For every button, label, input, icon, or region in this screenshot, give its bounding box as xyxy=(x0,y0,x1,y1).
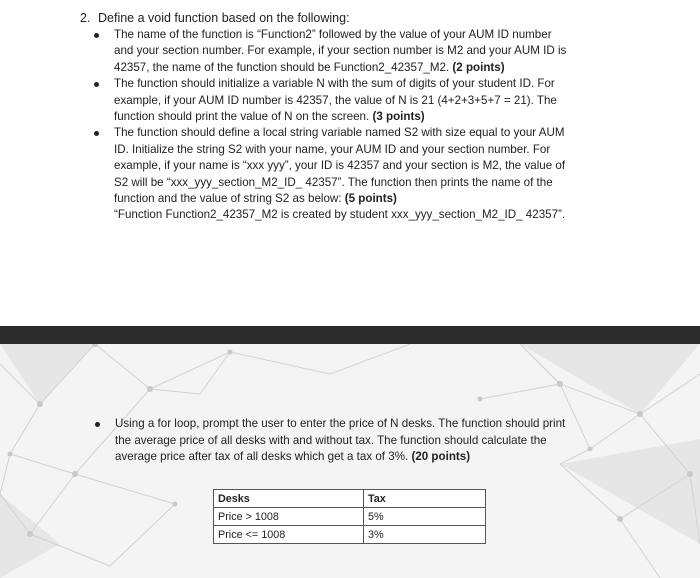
points-label: (20 points) xyxy=(411,450,471,464)
points-label: (5 points) xyxy=(344,192,397,206)
bullet-icon xyxy=(94,82,99,87)
question-heading xyxy=(80,9,350,27)
points-label: (3 points) xyxy=(372,110,425,124)
list-item xyxy=(94,27,634,76)
bullet-icon xyxy=(94,33,99,38)
example-output: “Function Function2_42357_M2 is created by student xxx_yyy_section_M2_ID_ 42357”. xyxy=(114,208,566,222)
points-label: (2 points) xyxy=(452,60,505,74)
column-header: Desks xyxy=(214,490,364,508)
column-header: Tax xyxy=(364,490,486,508)
text-line: example, if your name is “xxx yyy”, your ID is 42357 and your section is M2, the value of xyxy=(114,159,566,173)
list-item xyxy=(94,125,634,223)
text-line: function and the value of string S2 as below: (5 points) xyxy=(114,192,397,206)
table-row xyxy=(214,526,486,544)
text-line: The name of the function is “Function2” followed by the value of your AUM ID number xyxy=(114,28,552,41)
list-item xyxy=(94,76,634,125)
list-item xyxy=(95,416,655,466)
text-line: 42357, the name of the function should be Function2_42357_M2. (2 points) xyxy=(114,60,505,74)
question-number: 2. xyxy=(80,11,91,25)
question-title: Define a void function based on the following: xyxy=(98,11,350,25)
bullet-icon xyxy=(95,422,100,427)
text-line: and your section number. For example, if your section number is M2 and your AUM ID is xyxy=(114,44,567,58)
text-line: the average price of all desks with and without tax. The function should calculate the xyxy=(115,433,547,447)
table-cell: Price > 1008 xyxy=(214,508,364,526)
table-cell: Price <= 1008 xyxy=(214,526,364,544)
table-cell: 3% xyxy=(364,526,486,544)
bullet-icon xyxy=(94,131,99,136)
section-divider xyxy=(0,326,700,344)
text-line: average price after tax of all desks which get a tax of 3%. (20 points) xyxy=(115,450,471,464)
table-header-row xyxy=(214,490,486,508)
table-cell: 5% xyxy=(364,508,486,526)
tax-table xyxy=(213,489,486,544)
text-line: Using a for loop, prompt the user to enter the price of N desks. The function should print xyxy=(115,417,566,430)
text-line: S2 will be “xxx_yyy_section_M2_ID_ 42357”. The function then prints the name of the xyxy=(114,175,553,189)
requirement-list xyxy=(94,27,634,224)
text-line: The function should initialize a variable N with the sum of digits of your student ID. For xyxy=(114,77,555,91)
text-line: function should print the value of N on the screen. (3 points) xyxy=(114,110,425,124)
table-row xyxy=(214,508,486,526)
second-task-section xyxy=(0,344,700,578)
text-line: example, if your AUM ID number is 42357, the value of N is 21 (4+2+3+5+7 = 21). The xyxy=(114,93,557,107)
text-line: ID. Initialize the string S2 with your name, your AUM ID and your section number. For xyxy=(114,142,551,156)
text-line: The function should define a local string variable named S2 with size equal to your AUM xyxy=(114,126,565,140)
